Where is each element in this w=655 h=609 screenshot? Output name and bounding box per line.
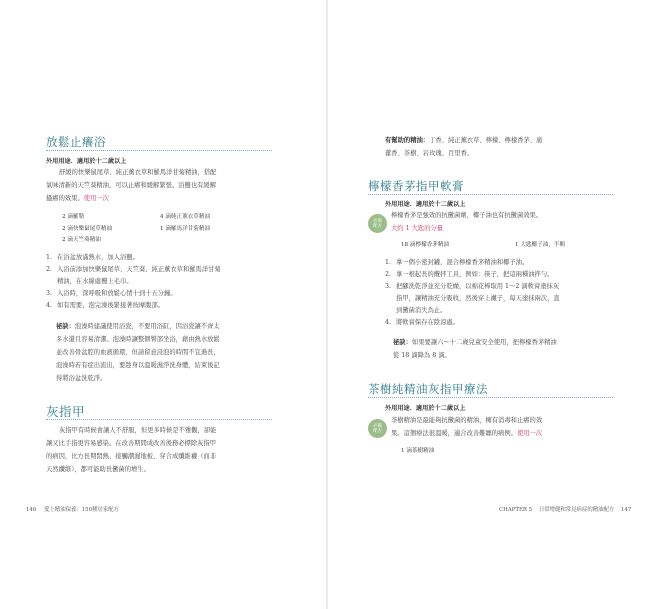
title-divider [46, 419, 272, 420]
essential-recipe-badge: 必備 配方 [368, 214, 387, 233]
use-once-label: 使用一次 [83, 195, 109, 202]
footer-left [26, 505, 119, 513]
fungal-nail-paragraph: 灰指甲有時候會讓人不舒服，但更多時候是不雅觀，卻能 讓又比手指更容易感染。在改善期間成改善後務必標除灰指甲 的病因，比方長期悶熱、接觸潮濕地板、穿合成纖維襪（而非 天然纖維），都可能助長黴菌的增生。 [46, 427, 217, 473]
tea-tree-intro: 茶樹精油是最能夠抗黴菌的精油，擁有消毒和止癢的效 果。這個療法很溫暖，適合改善難纏的病例。使用一次 [391, 417, 543, 437]
recipe-item: 1 滴羅馬洋甘菊精油 [160, 225, 211, 232]
tip-block: 祕訣：泡澡時建議使用浴瓷，不要用浴缸，因浴瓷讓不齊太 多水還且容易清潔。泡澡時讓整個臀部坐浴，藉由熱水放鬆 並改善骨盆腔的血液循環，但請留意浸泡的時間不宜過長， 泡澡時若有症出流出，要趁身以溫暖濕淨洗身體，結束後記 得將浴盆洗乾淨。 [56, 323, 220, 382]
tip-block: 祕訣：如果要讓六～十二歲兒童安全使用，把檸檬香茅精油 從 18 滴降為 8 滴。 [393, 339, 557, 359]
amount-label: 大約 1 大匙的分量 [391, 225, 444, 232]
page-number: 147 [621, 507, 632, 513]
lemongrass-intro: 檸檬香茅是強效的抗黴菌劑，椰子油也有抗黴菌效果。 大約 1 大匙的分量 [391, 209, 613, 235]
recipe-item: 1 滴茶樹精油 [401, 448, 435, 454]
step-item: 2. 拿一根起長的攪拌工具，例如：筷子，把這兩種油拌勻。 [385, 271, 554, 278]
title-divider [368, 194, 613, 195]
step-item: 3. 把腳洗乾淨並充分乾燥，以棉花棒取用 1～2 滴軟膏塗抹灰 指甲，讓精油充分吸收，然後穿上襪子，每天塗抹兩次，直 到黴菌消失為止。 [385, 283, 560, 314]
usage-note: 外用用途．適用於十二歲以上 [46, 158, 127, 165]
footer-right [499, 505, 631, 513]
tip-label: 祕訣： [56, 323, 75, 330]
recipe-item: 2 滴快樂鼠尾草精油 [62, 225, 113, 232]
essential-recipe-badge: 必備 配方 [368, 419, 387, 438]
section-title-tea-tree-treatment: 茶樹純精油灰指甲療法 [368, 382, 488, 396]
title-divider [46, 150, 272, 151]
chapter-subtitle: 日常增健和常見病症的精油配方 [538, 507, 615, 513]
helpful-oils: 有幫助的精油：丁香、純正薰衣草、檸檬、檸檬香茅、廣 藿香、茶樹、岩玫瑰、百里香。 [385, 137, 543, 157]
usage-note: 外用用途．適用於十二歲以上 [385, 201, 466, 208]
steps-list [385, 257, 613, 329]
section-title-relief-bath: 放鬆止癢浴 [46, 135, 106, 149]
step-item: 2. 入浴前添加快樂鼠尾草、天竺葵、純正薰衣草和羅馬洋甘菊 精油，在水線處攪上毛巾。 [46, 266, 221, 285]
usage-note: 外用用途．適用於十二歲以上 [385, 405, 466, 412]
step-item: 4. 如有需要，泡完澡後緊接著按摩腹部。 [46, 302, 165, 309]
right-page [328, 0, 655, 609]
steps-list [46, 252, 272, 312]
intro-paragraph: 舒緩的快樂鼠尾草、純正薰衣草和羅馬洋甘菊精油，搭配 氣味清新的天竺葵精油，可以止癢和緩解緊張。浴鹽也有緩解 搔癢的效果。使用一次 [46, 169, 217, 202]
book-title: 愛上精油保養：150種居家配方 [44, 507, 119, 513]
recipe-list [62, 212, 262, 247]
step-item: 1. 在浴盆放滿熱水，加入浴鹽。 [46, 254, 139, 261]
recipe-item: 2 滴天竺葵精油 [62, 237, 101, 243]
recipe-list [401, 240, 601, 252]
recipe-item: 2 滴羅勒 [62, 214, 85, 220]
left-page [0, 0, 327, 609]
page-number: 146 [26, 507, 37, 513]
section-title-lemongrass-salve: 檸檬香茅指甲軟膏 [368, 179, 464, 193]
recipe-item: 18 滴檸檬香茅精油 [401, 242, 450, 248]
recipe-item: 1 大匙椰子油，半顆 [515, 242, 566, 248]
chapter-label: CHAPTER 5 [499, 507, 533, 513]
step-item: 3. 入浴時，深呼吸和放鬆心情十到十五分鐘。 [46, 290, 177, 297]
step-item: 1. 拿一個小密封罐，混合檸檬香茅精油和椰子油。 [385, 259, 529, 266]
title-divider [368, 397, 613, 398]
recipe-item: 4 滴純正薰衣草精油 [160, 214, 211, 220]
helpful-oils-label: 有幫助的精油： [385, 137, 430, 144]
tip-label: 祕訣： [393, 339, 412, 346]
section-title-fungal-nail: 灰指甲 [46, 404, 86, 419]
use-once-label: 使用一次 [516, 430, 543, 437]
step-item: 4. 將軟膏保存在陰涼處。 [385, 319, 459, 326]
recipe-list [401, 446, 434, 458]
